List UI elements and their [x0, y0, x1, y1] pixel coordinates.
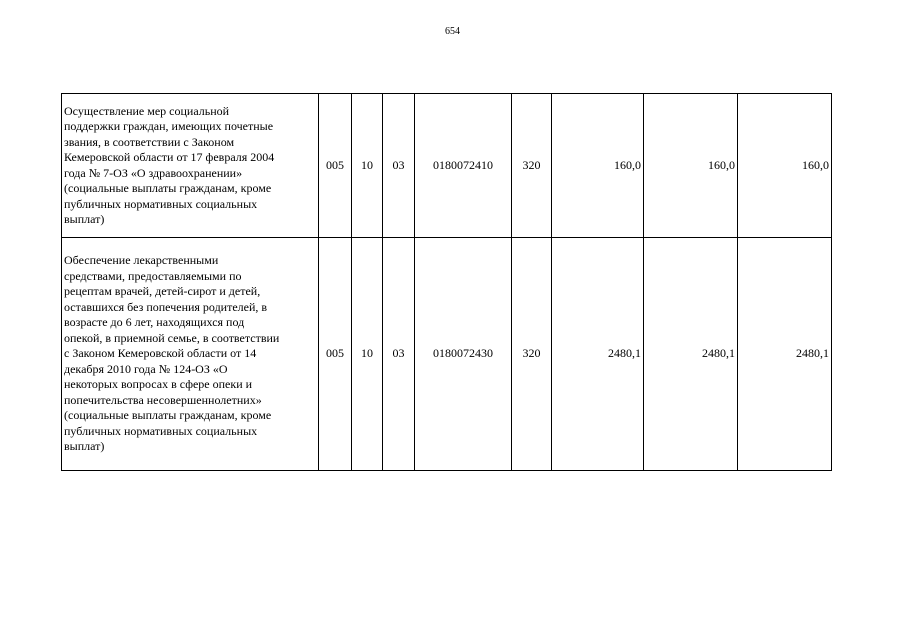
row-description: Обеспечение лекарственными средствами, предоставляемыми по рецептам врачей, детей-сирот и детей, оставшихся без попечения родителей, в возрасте до 6 лет, находящихся под опекой, в приемной семье, в соответствии с Законом Кемеровской области от 14 декабря 2010 года № 124-ОЗ «О некоторых вопросах в сфере опеки и попечительства несовершеннолетних» (социальные выплаты гражданам, кроме публичных нормативных социальных выплат) [62, 238, 319, 471]
ministry-code-cell: 005 [319, 94, 352, 238]
table-row [62, 238, 832, 471]
page-number: 654 [445, 26, 460, 37]
target-article-cell: 0180072430 [415, 238, 512, 471]
subsection-code-cell: 03 [383, 94, 415, 238]
budget-table [61, 93, 832, 471]
expense-type-cell: 320 [512, 238, 552, 471]
amount-cell: 160,0 [644, 94, 738, 238]
row-description: Осуществление мер социальной поддержки граждан, имеющих почетные звания, в соответствии с Законом Кемеровской области от 17 февраля 2004 года № 7-ОЗ «О здравоохранении» (социальные выплаты гражданам, кроме публичных нормативных социальных выплат) [62, 94, 319, 238]
section-code-cell: 10 [352, 94, 383, 238]
target-article-cell: 0180072410 [415, 94, 512, 238]
amount-cell: 160,0 [552, 94, 644, 238]
expense-type-cell: 320 [512, 94, 552, 238]
subsection-code-cell: 03 [383, 238, 415, 471]
ministry-code-cell: 005 [319, 238, 352, 471]
amount-cell: 160,0 [738, 94, 832, 238]
section-code-cell: 10 [352, 238, 383, 471]
table-row [62, 94, 832, 238]
amount-cell: 2480,1 [738, 238, 832, 471]
amount-cell: 2480,1 [552, 238, 644, 471]
amount-cell: 2480,1 [644, 238, 738, 471]
